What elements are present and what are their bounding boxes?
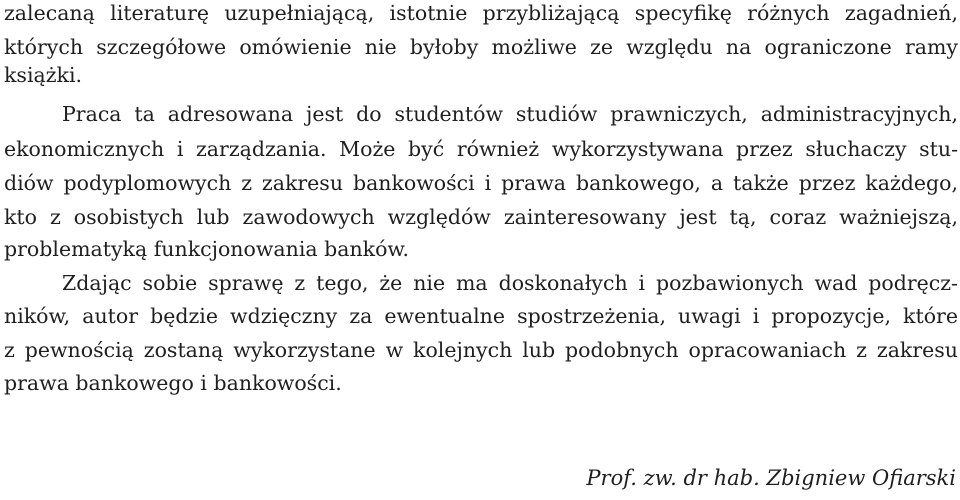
paragraph-3-line-1: Zdając sobie sprawę z tego, że nie ma doskonałych i pozbawionych wad podręcz- [62, 271, 958, 295]
paragraph-2-line-4: kto z osobistych lub zawodowych względów zainteresowany jest tą, coraz ważniejszą, [4, 205, 958, 229]
author-signature: Prof. zw. dr hab. Zbigniew Ofiarski [586, 466, 956, 490]
paragraph-1-line-1: zalecaną literaturę uzupełniającą, istotnie przybliżającą specyfikę różnych zagadnień, [4, 1, 958, 25]
paragraph-3-line-2: ników, autor będzie wdzięczny za ewentualne spostrzeżenia, uwagi i propozycje, które [4, 304, 958, 328]
paragraph-2-line-3: diów podyplomowych z zakresu bankowości i prawa bankowego, a także przez każdego, [4, 171, 958, 195]
paragraph-3-line-4: prawa bankowego i bankowości. [4, 371, 342, 395]
paragraph-1-line-3: książki. [4, 63, 83, 87]
paragraph-2-line-2: ekonomicznych i zarządzania. Może być również wykorzystywana przez słuchaczy stu- [4, 137, 958, 161]
paragraph-2-line-5: problematyką funkcjonowania banków. [4, 237, 410, 261]
paragraph-1-line-2: których szczegółowe omówienie nie byłoby możliwe ze względu na ograniczone ramy [4, 35, 958, 59]
paragraph-2-line-1: Praca ta adresowana jest do studentów studiów prawniczych, administracyjnych, [62, 102, 958, 126]
paragraph-3-line-3: z pewnością zostaną wykorzystane w kolejnych lub podobnych opracowaniach z zakresu [4, 338, 958, 362]
